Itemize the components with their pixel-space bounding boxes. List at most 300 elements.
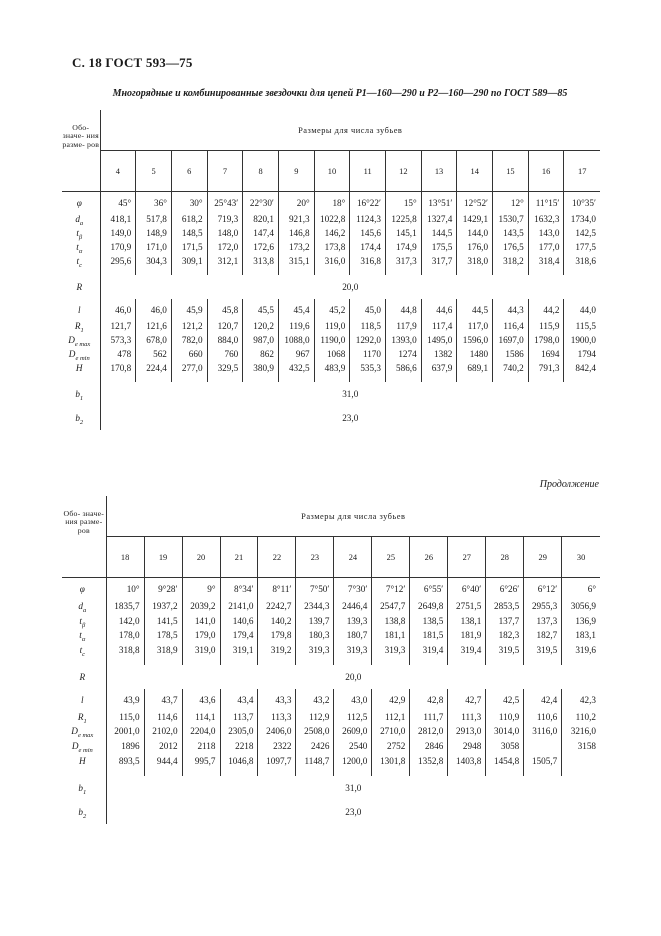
value-cell: 586,6: [386, 363, 422, 382]
value-cell: 1352,8: [410, 756, 448, 776]
teeth-count-cell: 29: [524, 537, 562, 578]
value-cell: 145,1: [386, 228, 422, 242]
value-cell: 2242,7: [258, 601, 296, 616]
symbol-b2: $b_2$: [78, 806, 87, 820]
value-cell: 146,2: [314, 228, 350, 242]
value-cell: 3116,0: [524, 726, 562, 741]
value-cell: 181,1: [372, 630, 410, 645]
value-cell: 1274: [386, 349, 422, 363]
value-cell: 760: [207, 349, 243, 363]
value-cell: 117,9: [386, 321, 422, 335]
value-cell: 175,5: [421, 242, 457, 256]
symbol-de-min: $D_{e min}$: [71, 741, 93, 754]
value-cell: 1794: [564, 349, 600, 363]
value-cell: 138,5: [410, 616, 448, 631]
value-cell: 1480: [457, 349, 493, 363]
teeth-count-cell: 4: [100, 151, 136, 192]
value-cell: 862: [243, 349, 279, 363]
value-cell: 121,2: [171, 321, 207, 335]
symbol-t-b: $t_\beta$: [76, 227, 83, 241]
value-cell: 1937,2: [144, 601, 182, 616]
value-cell-b1: 31,0: [100, 382, 600, 406]
value-cell: 660: [171, 349, 207, 363]
value-cell: 2649,8: [410, 601, 448, 616]
value-cell: 2012: [144, 741, 182, 756]
value-cell: 148,5: [171, 228, 207, 242]
value-cell: 170,9: [100, 242, 136, 256]
value-cell: 1393,0: [386, 335, 422, 349]
value-cell: 318,9: [144, 645, 182, 665]
symbol-r: R: [79, 671, 86, 682]
value-cell: 179,8: [258, 630, 296, 645]
value-cell: 6°40′: [448, 578, 486, 601]
value-cell: 20°: [278, 192, 314, 214]
teeth-count-cell: 10: [314, 151, 350, 192]
value-cell: 45,5: [243, 299, 279, 321]
symbol-de-max: $D_{e max}$: [68, 334, 91, 348]
value-cell-b2: 23,0: [106, 800, 600, 824]
row-d-a: [62, 601, 600, 616]
value-cell: 317,7: [421, 256, 457, 275]
value-cell: 7°30′: [334, 578, 372, 601]
value-cell: 171,5: [171, 242, 207, 256]
value-cell-b2: 23,0: [100, 406, 600, 430]
value-cell: 137,7: [486, 616, 524, 631]
value-cell: 921,3: [278, 214, 314, 228]
value-cell: 181,9: [448, 630, 486, 645]
value-cell: 1200,0: [334, 756, 372, 776]
value-cell: 478: [100, 349, 136, 363]
value-cell: 1190,0: [314, 335, 350, 349]
value-cell: 2752: [372, 741, 410, 756]
value-cell: 1403,8: [448, 756, 486, 776]
value-cell: 6°55′: [410, 578, 448, 601]
symbol-l: l: [81, 695, 84, 706]
teeth-count-cell: 13: [421, 151, 457, 192]
value-cell: 174,4: [350, 242, 386, 256]
value-cell: 1068: [314, 349, 350, 363]
row-b2: [62, 800, 600, 824]
row-t-b: [62, 228, 600, 242]
value-cell: 43,4: [220, 689, 258, 712]
row-r: [62, 275, 600, 299]
row-l: [62, 299, 600, 321]
teeth-count-cell: 20: [182, 537, 220, 578]
value-cell: 144,0: [457, 228, 493, 242]
value-cell: 2948: [448, 741, 486, 756]
value-cell: 987,0: [243, 335, 279, 349]
value-cell: 42,9: [372, 689, 410, 712]
value-cell: 6°: [562, 578, 600, 601]
value-cell: 1694: [528, 349, 564, 363]
value-cell: 380,9: [243, 363, 279, 382]
value-cell: 140,2: [258, 616, 296, 631]
value-cell: 2812,0: [410, 726, 448, 741]
value-cell: 115,0: [106, 712, 144, 727]
value-cell: 3056,9: [562, 601, 600, 616]
value-cell: 1697,0: [493, 335, 529, 349]
value-cell: 113,3: [258, 712, 296, 727]
value-cell: 111,3: [448, 712, 486, 727]
value-cell: 9°: [182, 578, 220, 601]
designation-header: Обо- значе- ния разме- ров: [62, 496, 106, 578]
value-cell: 177,5: [564, 242, 600, 256]
value-cell: 45°: [100, 192, 136, 214]
value-cell: 315,1: [278, 256, 314, 275]
value-cell: 42,7: [448, 689, 486, 712]
value-cell: 295,6: [100, 256, 136, 275]
teeth-count-cell: 25: [372, 537, 410, 578]
value-cell: 141,5: [144, 616, 182, 631]
value-cell: 319,5: [486, 645, 524, 665]
value-cell: 1632,3: [528, 214, 564, 228]
value-cell: 2141,0: [220, 601, 258, 616]
value-cell: 43,0: [334, 689, 372, 712]
teeth-count-cell: 11: [350, 151, 386, 192]
symbol-d-a: $d_a$: [78, 600, 87, 614]
symbol-h: H: [78, 755, 86, 766]
value-cell: 16°22′: [350, 192, 386, 214]
value-cell: 137,3: [524, 616, 562, 631]
value-cell: 1170: [350, 349, 386, 363]
row-de-min: [62, 349, 600, 363]
value-cell: 2305,0: [220, 726, 258, 741]
value-cell: 313,8: [243, 256, 279, 275]
teeth-count-cell: 26: [410, 537, 448, 578]
row-t-c: [62, 256, 600, 275]
value-cell: 7°50′: [296, 578, 334, 601]
value-cell: 46,0: [136, 299, 172, 321]
value-cell: 111,7: [410, 712, 448, 727]
row-t-b: [62, 616, 600, 631]
dimensions-span-header: Размеры для числа зубьев: [100, 110, 600, 151]
row-l: [62, 689, 600, 712]
row-b2: [62, 406, 600, 430]
value-cell: 146,8: [278, 228, 314, 242]
value-cell: 43,6: [182, 689, 220, 712]
row-t-a: [62, 242, 600, 256]
teeth-count-cell: 14: [457, 151, 493, 192]
value-cell: 179,4: [220, 630, 258, 645]
value-cell: 1798,0: [528, 335, 564, 349]
value-cell: 2846: [410, 741, 448, 756]
value-cell: 535,3: [350, 363, 386, 382]
value-cell: 176,0: [457, 242, 493, 256]
value-cell: 12°: [493, 192, 529, 214]
value-cell-r: 20,0: [106, 665, 600, 689]
value-cell: 1596,0: [457, 335, 493, 349]
teeth-count-cell: 17: [564, 151, 600, 192]
symbol-r1: $R_1$: [77, 711, 87, 725]
row-r: [62, 665, 600, 689]
value-cell: 45,4: [278, 299, 314, 321]
row-t-a: [62, 630, 600, 645]
teeth-count-cell: 6: [171, 151, 207, 192]
value-cell: 782,0: [171, 335, 207, 349]
value-cell: 117,0: [457, 321, 493, 335]
value-cell: 6°26′: [486, 578, 524, 601]
value-cell: 637,9: [421, 363, 457, 382]
value-cell: 43,7: [144, 689, 182, 712]
value-cell: 43,2: [296, 689, 334, 712]
symbol-b2: $b_2$: [75, 412, 84, 426]
row-de-min: [62, 741, 600, 756]
value-cell: 45,9: [171, 299, 207, 321]
value-cell: 6°12′: [524, 578, 562, 601]
symbol-r1: $R_1$: [74, 320, 84, 334]
value-cell: 319,2: [258, 645, 296, 665]
value-cell: 2446,4: [334, 601, 372, 616]
value-cell: 142,0: [106, 616, 144, 631]
value-cell: 43,3: [258, 689, 296, 712]
value-cell: 11°15′: [528, 192, 564, 214]
value-cell: 114,6: [144, 712, 182, 727]
row-de-max: [62, 335, 600, 349]
value-cell: 318,2: [493, 256, 529, 275]
value-cell: 46,0: [100, 299, 136, 321]
value-cell: 42,4: [524, 689, 562, 712]
value-cell: 329,5: [207, 363, 243, 382]
value-cell-b1: 31,0: [106, 776, 600, 800]
value-cell: 1495,0: [421, 335, 457, 349]
symbol-b1: $b_1$: [78, 782, 87, 796]
value-cell: 3216,0: [562, 726, 600, 741]
value-cell: 142,5: [564, 228, 600, 242]
value-cell: 678,0: [136, 335, 172, 349]
value-cell: 317,3: [386, 256, 422, 275]
value-cell: 36°: [136, 192, 172, 214]
value-cell: 1124,3: [350, 214, 386, 228]
value-cell: 140,6: [220, 616, 258, 631]
value-cell: 1835,7: [106, 601, 144, 616]
value-cell: 719,3: [207, 214, 243, 228]
value-cell: 114,1: [182, 712, 220, 727]
value-cell: 30°: [171, 192, 207, 214]
value-cell: 121,7: [100, 321, 136, 335]
value-cell: 45,8: [207, 299, 243, 321]
value-cell: 170,8: [100, 363, 136, 382]
value-cell: 319,4: [410, 645, 448, 665]
value-cell: 2406,0: [258, 726, 296, 741]
value-cell: 177,0: [528, 242, 564, 256]
continuation-label: Продолжение: [539, 479, 599, 490]
value-cell: 2426: [296, 741, 334, 756]
value-cell: 1734,0: [564, 214, 600, 228]
symbol-phi: φ: [76, 198, 82, 208]
value-cell: 44,3: [493, 299, 529, 321]
value-cell: 121,6: [136, 321, 172, 335]
value-cell: 2322: [258, 741, 296, 756]
value-cell: 112,1: [372, 712, 410, 727]
dimensions-table-1: [62, 110, 600, 430]
value-cell: 110,6: [524, 712, 562, 727]
value-cell: 119,6: [278, 321, 314, 335]
value-cell: 304,3: [136, 256, 172, 275]
value-cell: 562: [136, 349, 172, 363]
value-cell: 120,7: [207, 321, 243, 335]
value-cell: 172,0: [207, 242, 243, 256]
value-cell: 2751,5: [448, 601, 486, 616]
value-cell: 318,6: [564, 256, 600, 275]
value-cell: 42,3: [562, 689, 600, 712]
value-cell: 117,4: [421, 321, 457, 335]
value-cell: 2955,3: [524, 601, 562, 616]
page-header: С. 18 ГОСТ 593—75: [72, 55, 193, 70]
value-cell: 143,5: [493, 228, 529, 242]
value-cell: 119,0: [314, 321, 350, 335]
symbol-l: l: [77, 305, 81, 316]
value-cell: 1225,8: [386, 214, 422, 228]
value-cell: 967: [278, 349, 314, 363]
value-cell: 1586: [493, 349, 529, 363]
value-cell: 112,9: [296, 712, 334, 727]
value-cell: 944,4: [144, 756, 182, 776]
value-cell: 139,3: [334, 616, 372, 631]
teeth-count-cell: 5: [136, 151, 172, 192]
value-cell: 2547,7: [372, 601, 410, 616]
value-cell: 2344,3: [296, 601, 334, 616]
value-cell: 147,4: [243, 228, 279, 242]
value-cell: 8°11′: [258, 578, 296, 601]
dimensions-span-header: Размеры для числа зубьев: [106, 496, 600, 537]
row-b1: [62, 776, 600, 800]
value-cell: 120,2: [243, 321, 279, 335]
value-cell: 224,4: [136, 363, 172, 382]
value-cell: 2508,0: [296, 726, 334, 741]
value-cell: 44,6: [421, 299, 457, 321]
row-r1: [62, 321, 600, 335]
value-cell: 172,6: [243, 242, 279, 256]
value-cell: 182,3: [486, 630, 524, 645]
symbol-b1: $b_1$: [75, 388, 84, 402]
value-cell: 2853,5: [486, 601, 524, 616]
value-cell: 113,7: [220, 712, 258, 727]
symbol-t-b: $t_\beta$: [79, 615, 86, 629]
value-cell: 2118: [182, 741, 220, 756]
value-cell: 116,4: [493, 321, 529, 335]
value-cell: 573,3: [100, 335, 136, 349]
value-cell: 179,0: [182, 630, 220, 645]
value-cell: 178,0: [106, 630, 144, 645]
value-cell: 44,5: [457, 299, 493, 321]
value-cell: 740,2: [493, 363, 529, 382]
value-cell: 1382: [421, 349, 457, 363]
value-cell: 173,2: [278, 242, 314, 256]
row-t-c: [62, 645, 600, 665]
value-cell: 25°43′: [207, 192, 243, 214]
value-cell: 138,8: [372, 616, 410, 631]
teeth-count-cell: 7: [207, 151, 243, 192]
value-cell: 318,0: [457, 256, 493, 275]
value-cell: 312,1: [207, 256, 243, 275]
value-cell: 183,1: [562, 630, 600, 645]
value-cell: 118,5: [350, 321, 386, 335]
value-cell: 12°52′: [457, 192, 493, 214]
teeth-count-cell: 21: [220, 537, 258, 578]
value-cell: 2204,0: [182, 726, 220, 741]
value-cell: 483,9: [314, 363, 350, 382]
symbol-h: H: [75, 362, 83, 373]
teeth-count-cell: 15: [493, 151, 529, 192]
teeth-count-cell: 9: [278, 151, 314, 192]
value-cell: 15°: [386, 192, 422, 214]
value-cell: 45,2: [314, 299, 350, 321]
value-cell: 618,2: [171, 214, 207, 228]
value-cell: 1097,7: [258, 756, 296, 776]
teeth-count-cell: 16: [528, 151, 564, 192]
teeth-count-cell: 23: [296, 537, 334, 578]
dimensions-table-2: [62, 496, 600, 824]
value-cell: 2039,2: [182, 601, 220, 616]
value-cell: 316,0: [314, 256, 350, 275]
value-cell: 319,0: [182, 645, 220, 665]
teeth-count-cell: 22: [258, 537, 296, 578]
teeth-count-cell: 18: [106, 537, 144, 578]
row-h: [62, 756, 600, 776]
symbol-de-min: $D_{e min}$: [68, 348, 90, 362]
row-b1: [62, 382, 600, 406]
value-cell: 8°34′: [220, 578, 258, 601]
symbol-t-a: $t_\alpha$: [76, 241, 83, 255]
value-cell: 7°12′: [372, 578, 410, 601]
symbol-t-c: $t_c$: [76, 255, 82, 269]
value-cell: 138,1: [448, 616, 486, 631]
table-title: Многорядные и комбинированные звездочки для цепей Р1—160—290 и Р2—160—290 по ГОСТ 589—85: [112, 88, 568, 99]
value-cell: 43,9: [106, 689, 144, 712]
value-cell: 42,8: [410, 689, 448, 712]
value-cell: 143,0: [528, 228, 564, 242]
value-cell: 884,0: [207, 335, 243, 349]
row-r1: [62, 712, 600, 727]
value-cell: 115,9: [528, 321, 564, 335]
value-cell: 141,0: [182, 616, 220, 631]
value-cell: 149,0: [100, 228, 136, 242]
value-cell: 174,9: [386, 242, 422, 256]
row-phi: [62, 192, 600, 214]
value-cell: 1505,7: [524, 756, 562, 776]
value-cell: 318,8: [106, 645, 144, 665]
value-cell: 136,9: [562, 616, 600, 631]
value-cell: 2609,0: [334, 726, 372, 741]
value-cell: 1292,0: [350, 335, 386, 349]
value-cell: 148,9: [136, 228, 172, 242]
value-cell: 418,1: [100, 214, 136, 228]
teeth-count-cell: 12: [386, 151, 422, 192]
value-cell: 1301,8: [372, 756, 410, 776]
value-cell: 145,6: [350, 228, 386, 242]
value-cell: 1327,4: [421, 214, 457, 228]
value-cell: 44,0: [564, 299, 600, 321]
value-cell-r: 20,0: [100, 275, 600, 299]
value-cell: 10°: [106, 578, 144, 601]
row-phi: [62, 578, 600, 601]
value-cell: 1900,0: [564, 335, 600, 349]
value-cell: 3058: [486, 741, 524, 756]
teeth-count-row: [62, 151, 600, 192]
value-cell: 13°51′: [421, 192, 457, 214]
value-cell: 18°: [314, 192, 350, 214]
teeth-count-cell: 19: [144, 537, 182, 578]
value-cell: 316,8: [350, 256, 386, 275]
row-h: [62, 363, 600, 382]
value-cell: 139,7: [296, 616, 334, 631]
value-cell: 115,5: [564, 321, 600, 335]
symbol-r: R: [76, 281, 83, 292]
symbol-t-c: $t_c$: [79, 645, 86, 658]
value-cell: 1530,7: [493, 214, 529, 228]
value-cell: 1148,7: [296, 756, 334, 776]
value-cell: 9°28′: [144, 578, 182, 601]
